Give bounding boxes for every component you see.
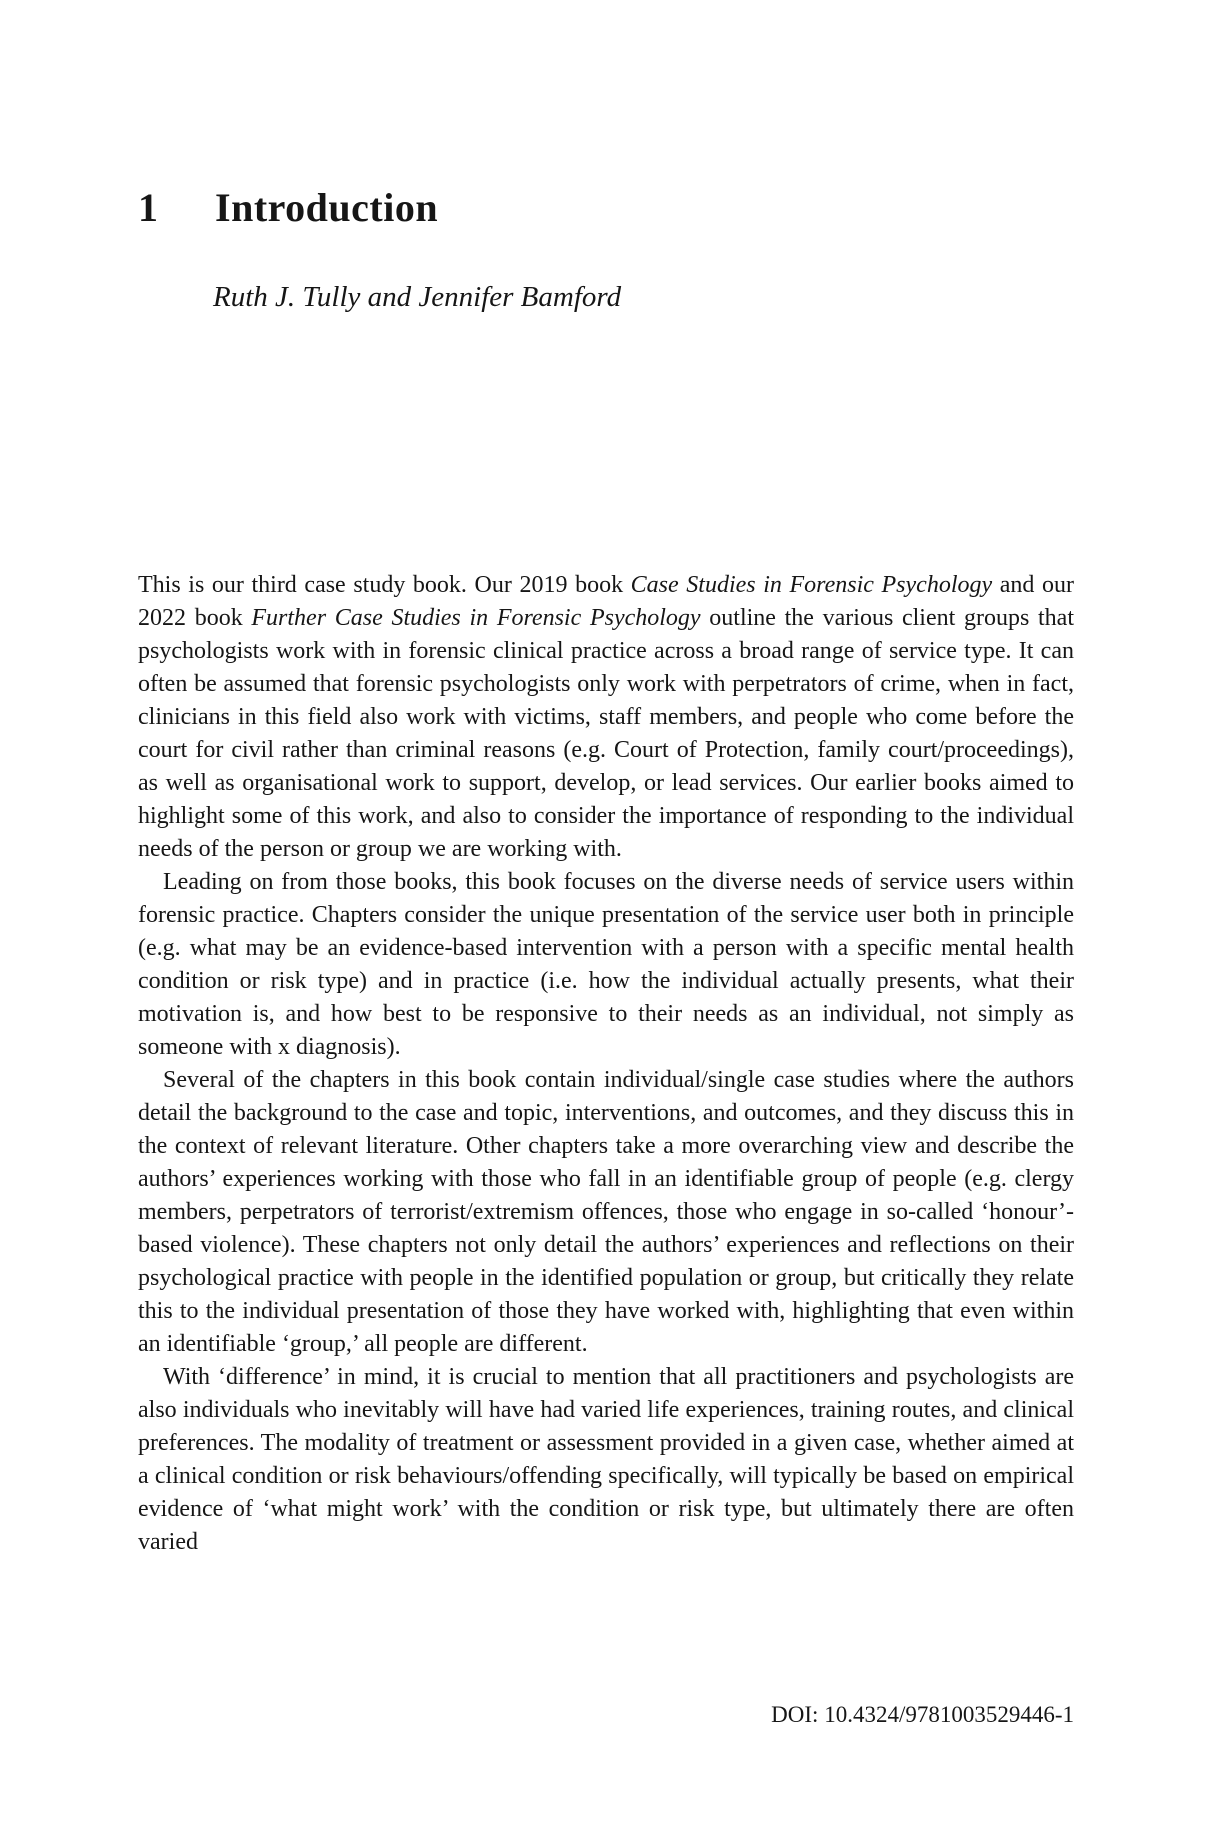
paragraph xyxy=(138,569,1074,866)
text-run: Several of the chapters in this book contain individual/single case studies where the authors detail the background to the case and topic, interventions, and outcomes, and they discuss this in the context of relevant literature. Other chapters take a more overarching view and describe the authors’ experiences working with those who fall in an identifiable group of people (e.g. clergy members, perpetrators of terrorist/extremism offences, those who engage in so-called ‘honour’-based violence). These chapters not only detail the authors’ experiences and reflections on their psychological practice with people in the identified population or group, but critically they relate this to the individual presentation of those they have worked with, highlighting that even within an identifiable ‘group,’ all people are different. xyxy=(138,1067,1074,1357)
text-run: Leading on from those books, this book focuses on the diverse needs of service users within forensic practice. Chapters consider the unique presentation of the service user both in principle (e.g. what may be an evidence-based intervention with a person with a specific mental health condition or risk type) and in practice (i.e. how the individual actually presents, what their motivation is, and how best to be responsive to their needs as an individual, not simply as someone with x diagnosis). xyxy=(138,869,1074,1060)
paragraph xyxy=(138,1361,1074,1559)
chapter-title: Introduction xyxy=(215,185,439,230)
authors-byline: Ruth J. Tully and Jennifer Bamford xyxy=(213,281,622,313)
paragraph xyxy=(138,866,1074,1064)
paragraph xyxy=(138,1064,1074,1361)
text-run: outline the various client groups that psychologists work with in forensic clinical practice across a broad range of service type. It can often be assumed that forensic psychologists only work with perpetrators of crime, when in fact, clinicians in this field also work with victims, staff members, and people who come before the court for civil rather than criminal reasons (e.g. Court of Protection, family court/proceedings), as well as organisational work to support, develop, or lead services. Our earlier books aimed to highlight some of this work, and also to consider the importance of responding to the individual needs of the person or group we are working with. xyxy=(138,605,1075,862)
text-run: and our 2022 book xyxy=(138,572,1074,631)
book-title-italic: Case Studies in Forensic Psychology xyxy=(630,572,993,598)
text-run: This is our third case study book. Our 2019 book xyxy=(138,572,631,598)
doi-footer: DOI: 10.4324/9781003529446-1 xyxy=(771,1702,1074,1727)
book-title-italic: Further Case Studies in Forensic Psychology xyxy=(251,605,701,631)
text-run: With ‘difference’ in mind, it is crucial to mention that all practitioners and psychologists are also individuals who inevitably will have had varied life experiences, training routes, and clinical preferences. The modality of treatment or assessment provided in a given case, whether aimed at a clinical condition or risk behaviours/offending specifically, will typically be based on empirical evidence of ‘what might work’ with the condition or risk type, but ultimately there are often varied xyxy=(138,1364,1074,1555)
chapter-number: 1 xyxy=(138,185,159,230)
body-text xyxy=(138,569,1074,1559)
chapter-heading xyxy=(138,186,438,230)
